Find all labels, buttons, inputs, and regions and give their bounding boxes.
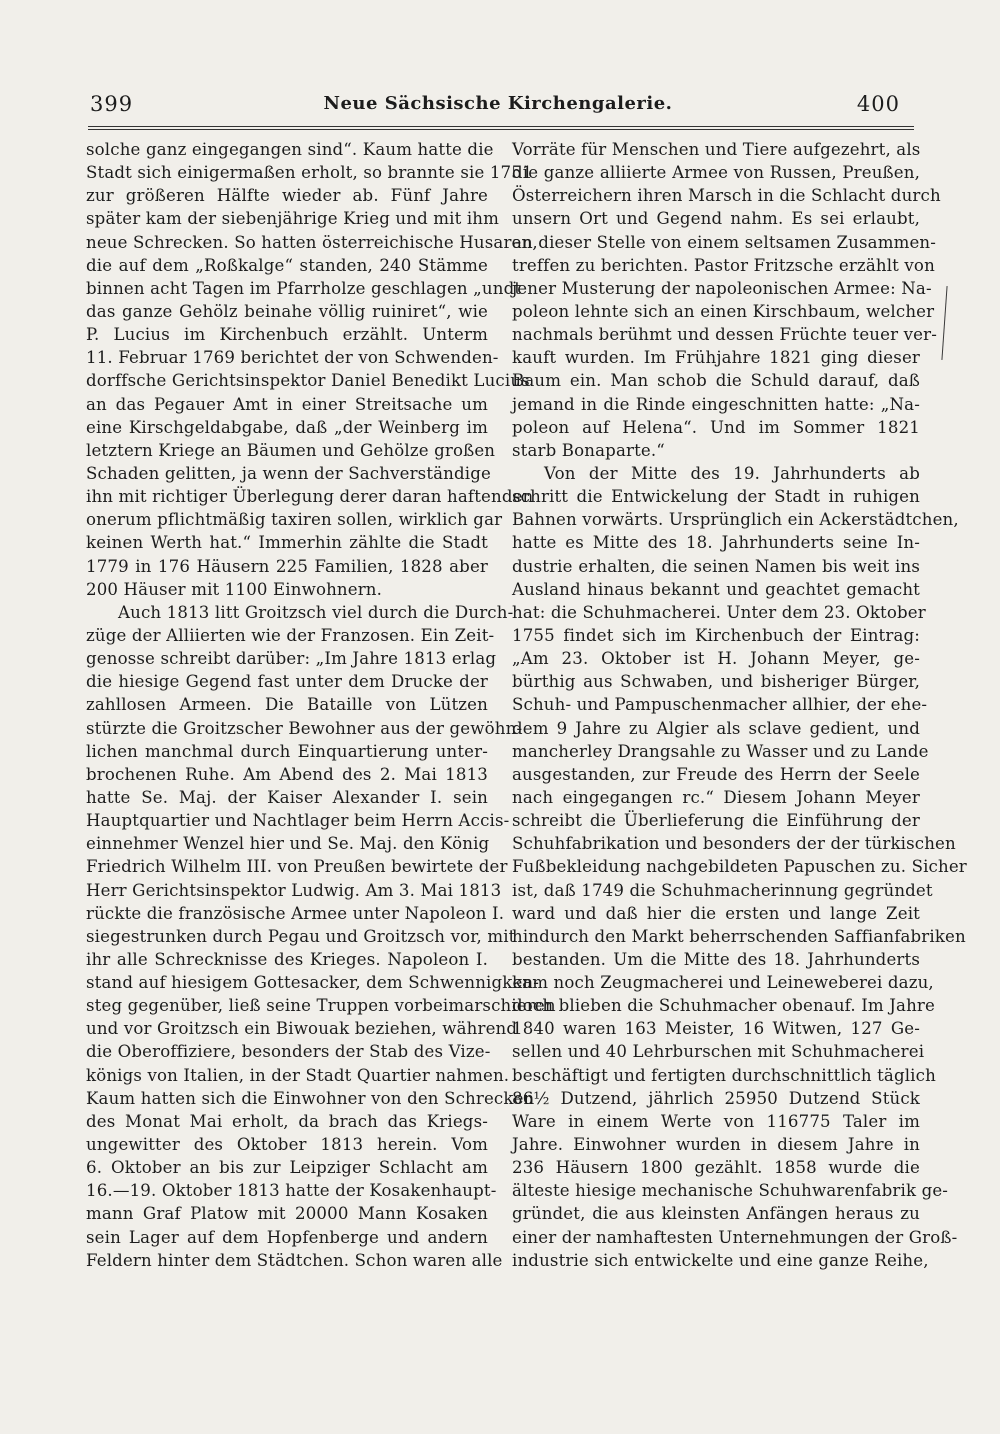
text-line: hatte es Mitte des 18. Jahrhunderts seine In- <box>512 533 920 553</box>
text-line: schritt die Entwickelung der Stadt in ruhigen <box>512 487 920 507</box>
text-line: Herr Gerichtsinspektor Ludwig. Am 3. Mai 1813 <box>86 880 502 900</box>
text-line: hindurch den Markt beherrschenden Saffianfabriken <box>512 926 966 946</box>
text-line: zur größeren Hälfte wieder ab. Fünf Jahre <box>86 186 488 206</box>
text-line: einnehmer Wenzel hier und Se. Maj. den König <box>86 834 490 854</box>
text-line: Österreichern ihren Marsch in die Schlacht durch <box>512 186 941 206</box>
text-line: Schuhfabrikation und besonders der der türkischen <box>512 834 956 854</box>
text-line: des Monat Mai erholt, da brach das Kriegs- <box>86 1111 488 1131</box>
text-line: nachmals berühmt und dessen Früchte teuer ver- <box>512 325 937 345</box>
margin-pencil-mark <box>941 286 947 360</box>
text-line: doch blieben die Schuhmacher obenauf. Im Jahre <box>512 996 935 1016</box>
text-line: mann Graf Platow mit 20000 Mann Kosaken <box>86 1204 488 1224</box>
text-line: ausgestanden, zur Freude des Herrn der Seele <box>512 764 920 784</box>
text-line: stürzte die Groitzscher Bewohner aus der gewöhn- <box>86 718 523 738</box>
text-line: letztern Kriege an Bäumen und Gehölze großen <box>86 440 496 460</box>
text-line: industrie sich entwickelte und eine ganze Reihe, <box>512 1250 929 1270</box>
text-line: älteste hiesige mechanische Schuhwarenfabrik ge- <box>512 1181 949 1201</box>
text-line: solche ganz eingegangen sind“. Kaum hatte die <box>86 140 494 159</box>
text-line: binnen acht Tagen im Pfarrholze geschlagen „undt <box>86 278 522 298</box>
text-line: die ganze alliierte Armee von Russen, Preußen, <box>512 163 920 183</box>
text-line: 1779 in 176 Häusern 225 Familien, 1828 aber <box>86 556 488 576</box>
text-line: 16.—19. Oktober 1813 hatte der Kosakenhaupt- <box>86 1181 497 1201</box>
text-line: 236 Häusern 1800 gezählt. 1858 wurde die <box>512 1158 920 1178</box>
text-line: 1755 findet sich im Kirchenbuch der Eintrag: <box>512 625 920 645</box>
text-line: starb Bonaparte.“ <box>512 440 665 460</box>
text-line: siegestrunken durch Pegau und Groitzsch vor, mit <box>86 926 516 946</box>
text-line: mancherley Drangsahle zu Wasser und zu Lande <box>512 741 929 761</box>
text-line: an dieser Stelle von einem seltsamen Zusammen- <box>512 232 937 252</box>
text-line: schreibt die Überlieferung die Einführung der <box>512 811 920 831</box>
text-line: Bahnen vorwärts. Ursprünglich ein Ackerstädtchen, <box>512 510 959 530</box>
text-line: dustrie erhalten, die seinen Namen bis weit ins <box>512 556 920 576</box>
text-line: Baum ein. Man schob die Schuld darauf, daß <box>512 371 920 391</box>
text-line: lichen manchmal durch Einquartierung unter- <box>86 741 488 761</box>
text-line: „Am 23. Oktober ist H. Johann Meyer, ge- <box>512 649 920 669</box>
text-line: genosse schreibt darüber: „Im Jahre 1813 erlag <box>86 649 497 669</box>
text-line: ihn mit richtiger Überlegung derer daran haftenden <box>86 487 534 507</box>
text-line: ihr alle Schrecknisse des Krieges. Napoleon I. <box>86 949 488 969</box>
page-number-left: 399 <box>90 92 134 116</box>
text-line: ungewitter des Oktober 1813 herein. Vom <box>86 1135 488 1155</box>
running-title: Neue Sächsische Kirchengalerie. <box>323 93 673 114</box>
text-line: 1840 waren 163 Meister, 16 Witwen, 127 Ge- <box>512 1019 920 1039</box>
text-line: Stadt sich einigermaßen erholt, so brannte sie 1751 <box>86 163 533 183</box>
left-column <box>86 138 556 1272</box>
text-line: treffen zu berichten. Pastor Fritzsche erzählt von <box>512 255 935 275</box>
text-line: gründet, die aus kleinsten Anfängen heraus zu <box>512 1204 920 1224</box>
text-line: hatte Se. Maj. der Kaiser Alexander I. sein <box>86 787 488 807</box>
text-line: züge der Alliierten wie der Franzosen. Ein Zeit- <box>86 625 495 645</box>
text-line: kam noch Zeugmacherei und Leineweberei dazu, <box>512 973 934 993</box>
text-line: keinen Werth hat.“ Immerhin zählte die Stadt <box>86 533 488 553</box>
text-line: 6. Oktober an bis zur Leipziger Schlacht am <box>86 1158 488 1178</box>
text-line: die hiesige Gegend fast unter dem Drucke der <box>86 672 488 692</box>
text-line: zahllosen Armeen. Die Bataille von Lützen <box>86 695 488 715</box>
text-line: 200 Häuser mit 1100 Einwohnern. <box>86 579 383 599</box>
text-line: kauft wurden. Im Frühjahre 1821 ging dieser <box>512 348 920 368</box>
text-line: sellen und 40 Lehrburschen mit Schuhmacherei <box>512 1042 925 1062</box>
text-line: Vorräte für Menschen und Tiere aufgezehrt, als <box>512 140 921 159</box>
text-line: ward und daß hier die ersten und lange Zeit <box>512 903 920 923</box>
page-number-right: 400 <box>856 92 900 116</box>
text-line: jener Musterung der napoleonischen Armee: Na- <box>512 278 932 298</box>
text-line: Hauptquartier und Nachtlager beim Herrn Accis- <box>86 811 510 831</box>
text-line: onerum pflichtmäßig taxiren sollen, wirklich gar <box>86 510 503 530</box>
text-line: 11. Februar 1769 berichtet der von Schwenden- <box>86 348 499 368</box>
text-line: P. Lucius im Kirchenbuch erzählt. Unterm <box>86 325 488 345</box>
text-line: einer der namhaftesten Unternehmungen der Groß- <box>512 1227 958 1247</box>
text-line: hat: die Schuhmacherei. Unter dem 23. Oktober <box>512 602 926 622</box>
text-line: rückte die französische Armee unter Napoleon I. <box>86 903 505 923</box>
text-line: und vor Groitzsch ein Biwouak beziehen, während <box>86 1019 518 1039</box>
header-rule <box>88 126 914 130</box>
text-line: das ganze Gehölz beinahe völlig ruiniret“, wie <box>86 301 488 321</box>
text-line: sein Lager auf dem Hopfenberge und andern <box>86 1227 488 1247</box>
text-line: neue Schrecken. So hatten österreichische Husaren, <box>86 232 538 252</box>
text-line: nach eingegangen rc.“ Diesem Johann Meyer <box>512 787 920 807</box>
text-line: Von der Mitte des 19. Jahrhunderts ab <box>544 463 920 483</box>
text-line: Ware in einem Werte von 116775 Taler im <box>512 1111 920 1131</box>
text-line: Ausland hinaus bekannt und geachtet gemacht <box>512 579 920 599</box>
text-line: beschäftigt und fertigten durchschnittlich täglich <box>512 1065 936 1085</box>
text-line: die auf dem „Roßkalge“ standen, 240 Stämme <box>86 255 488 275</box>
text-line: unsern Ort und Gegend nahm. Es sei erlaubt, <box>512 209 920 229</box>
text-line: Fußbekleidung nachgebildeten Papuschen zu. Sicher <box>512 857 967 877</box>
text-line: eine Kirschgeldabgabe, daß „der Weinberg im <box>86 417 488 437</box>
text-line: stand auf hiesigem Gottesacker, dem Schwennigken- <box>86 973 540 993</box>
text-line: Friedrich Wilhelm III. von Preußen bewirtete der <box>86 857 508 877</box>
text-line: 86½ Dutzend, jährlich 25950 Dutzend Stück <box>512 1088 920 1108</box>
text-line: später kam der siebenjährige Krieg und mit ihm <box>86 209 500 229</box>
text-line: königs von Italien, in der Stadt Quartier nahmen. <box>86 1065 510 1085</box>
text-line: steg gegenüber, ließ seine Truppen vorbeimarschieren <box>86 996 556 1016</box>
right-column <box>512 138 967 1272</box>
text-line: Kaum hatten sich die Einwohner von den Schrecken <box>86 1088 535 1108</box>
text-line: Schaden gelitten, ja wenn der Sachverständige <box>86 463 491 483</box>
text-line: bestanden. Um die Mitte des 18. Jahrhunderts <box>512 949 920 969</box>
text-line: poleon lehnte sich an einen Kirschbaum, welcher <box>512 301 935 321</box>
text-line: dorffsche Gerichtsinspektor Daniel Benedikt Lucius <box>86 371 530 391</box>
text-line: bürthig aus Schwaben, und bisheriger Bürger, <box>512 672 920 692</box>
text-line: Feldern hinter dem Städtchen. Schon waren alle <box>86 1250 503 1270</box>
text-line: Jahre. Einwohner wurden in diesem Jahre in <box>512 1135 920 1155</box>
text-line: Auch 1813 litt Groitzsch viel durch die Durch- <box>118 602 514 622</box>
text-line: Schuh- und Pampuschenmacher allhier, der ehe- <box>512 695 928 715</box>
page-header <box>88 92 908 126</box>
text-line: jemand in die Rinde eingeschnitten hatte: „Na- <box>512 394 920 414</box>
text-line: an das Pegauer Amt in einer Streitsache um <box>86 394 488 414</box>
text-line: dem 9 Jahre zu Algier als sclave gedient, und <box>512 718 920 738</box>
text-line: poleon auf Helena“. Und im Sommer 1821 <box>512 417 920 437</box>
text-line: die Oberoffiziere, besonders der Stab des Vize- <box>86 1042 491 1062</box>
text-line: ist, daß 1749 die Schuhmacherinnung gegründet <box>512 880 933 900</box>
text-line: brochenen Ruhe. Am Abend des 2. Mai 1813 <box>86 764 488 784</box>
